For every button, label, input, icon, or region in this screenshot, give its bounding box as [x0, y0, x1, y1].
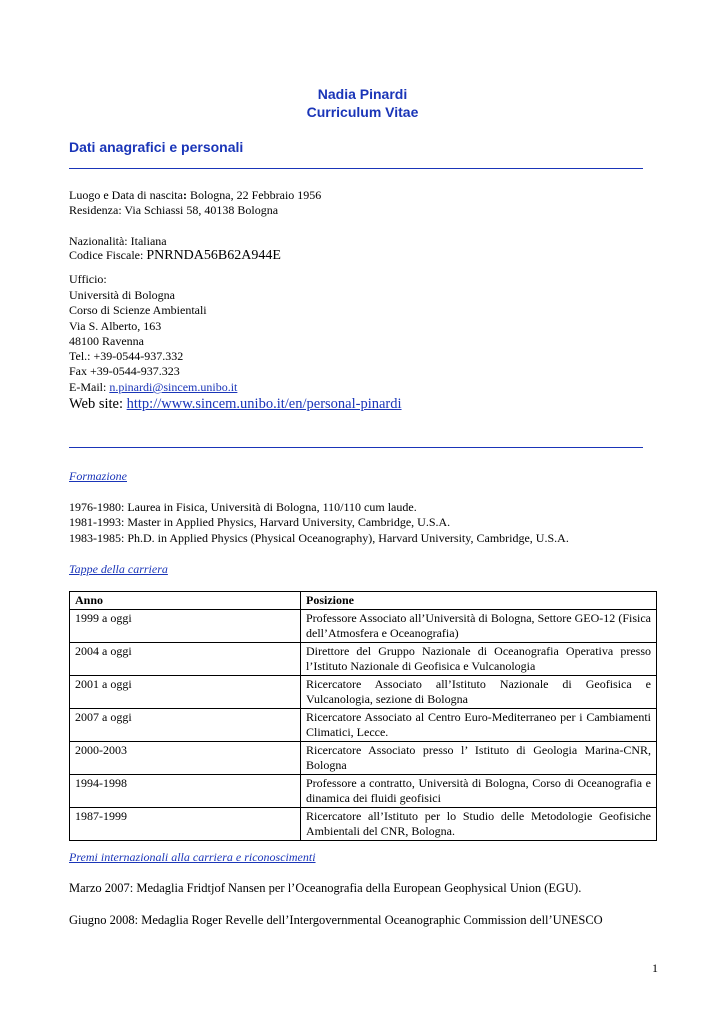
document-title: Curriculum Vitae: [306, 104, 419, 120]
table-row: [70, 775, 657, 808]
position-cell: Ricercatore all’Istituto per lo Studio delle Metodologie Geofisiche Ambientali del CNR, Bologna.: [301, 808, 657, 841]
table-row: [70, 709, 657, 742]
office-course: Corso di Scienze Ambientali: [69, 303, 207, 317]
table-row: [70, 643, 657, 676]
office-city: 48100 Ravenna: [69, 334, 144, 348]
birth-value: Bologna, 22 Febbraio 1956: [186, 188, 322, 202]
website-link[interactable]: http://www.sincem.unibo.it/en/personal-pinardi: [126, 396, 402, 412]
award-item: Giugno 2008: Medaglia Roger Revelle dell’Intergovernmental Oceanographic Commission dell’UNESCO: [69, 913, 603, 927]
office-phone: Tel.: +39-0544-937.332: [69, 349, 184, 363]
column-header-year: Anno: [70, 592, 301, 610]
section-heading-awards: Premi internazionali alla carriera e riconoscimenti: [69, 850, 316, 864]
award-item: Marzo 2007: Medaglia Fridtjof Nansen per l’Oceanografia della European Geophysical Union (EGU).: [69, 881, 582, 895]
website-line: [69, 397, 402, 412]
year-cell: 1994-1998: [70, 775, 301, 808]
tax-code-label: Codice Fiscale:: [69, 248, 147, 262]
birth-line: [69, 188, 321, 203]
year-cell: 2000-2003: [70, 742, 301, 775]
year-cell: 2004 a oggi: [70, 643, 301, 676]
office-label: Ufficio:: [69, 272, 107, 286]
author-name: Nadia Pinardi: [317, 86, 408, 102]
nationality-line: Nazionalità: Italiana: [69, 234, 167, 248]
table-row: [70, 676, 657, 709]
section-heading-personal: Dati anagrafici e personali: [69, 139, 244, 155]
education-item: 1981-1993: Master in Applied Physics, Harvard University, Cambridge, U.S.A.: [69, 515, 451, 529]
position-cell: Professore a contratto, Università di Bologna, Corso di Oceanografia e dinamica dei fluidi geofisici: [301, 775, 657, 808]
email-label: E-Mail:: [69, 380, 110, 394]
email-line: [69, 380, 237, 395]
table-header-row: [70, 592, 657, 610]
year-cell: 1987-1999: [70, 808, 301, 841]
education-item: 1976-1980: Laurea in Fisica, Università di Bologna, 110/110 cum laude.: [69, 500, 417, 514]
column-header-position: Posizione: [301, 592, 657, 610]
position-cell: Ricercatore Associato al Centro Euro-Mediterraneo per i Cambiamenti Climatici, Lecce.: [301, 709, 657, 742]
education-item: 1983-1985: Ph.D. in Applied Physics (Physical Oceanography), Harvard University, Cambridge, U.S.A.: [69, 531, 569, 545]
residence-line: Residenza: Via Schiassi 58, 40138 Bologna: [69, 203, 279, 217]
tax-code-value: PNRNDA56B62A944E: [146, 248, 281, 263]
birth-colon: :: [182, 188, 187, 202]
section-divider: [69, 168, 643, 169]
table-row: [70, 808, 657, 841]
position-cell: Direttore del Gruppo Nazionale di Oceanografia Operativa presso l’Istituto Nazionale di Geofisica e Vulcanologia: [301, 643, 657, 676]
table-row: [70, 742, 657, 775]
section-heading-career: Tappe della carriera: [69, 562, 168, 576]
tax-code-line: [69, 248, 281, 263]
year-cell: 2007 a oggi: [70, 709, 301, 742]
website-label: Web site:: [69, 396, 127, 412]
career-table: [69, 591, 657, 841]
year-cell: 2001 a oggi: [70, 676, 301, 709]
email-link[interactable]: n.pinardi@sincem.unibo.it: [109, 380, 238, 394]
birth-label: Luogo e Data di nascita: [69, 188, 183, 202]
position-cell: Professore Associato all’Università di Bologna, Settore GEO-12 (Fisica dell’Atmosfera e Oceanografia): [301, 610, 657, 643]
page-number: 1: [652, 961, 658, 975]
section-divider: [69, 447, 643, 448]
year-cell: 1999 a oggi: [70, 610, 301, 643]
section-heading-education: Formazione: [69, 469, 127, 483]
office-street: Via S. Alberto, 163: [69, 319, 162, 333]
table-row: [70, 610, 657, 643]
position-cell: Ricercatore Associato all’Istituto Nazionale di Geofisica e Vulcanologia, sezione di Bologna: [301, 676, 657, 709]
office-fax: Fax +39-0544-937.323: [69, 364, 180, 378]
position-cell: Ricercatore Associato presso l’ Istituto di Geologia Marina-CNR, Bologna: [301, 742, 657, 775]
office-university: Università di Bologna: [69, 288, 175, 302]
